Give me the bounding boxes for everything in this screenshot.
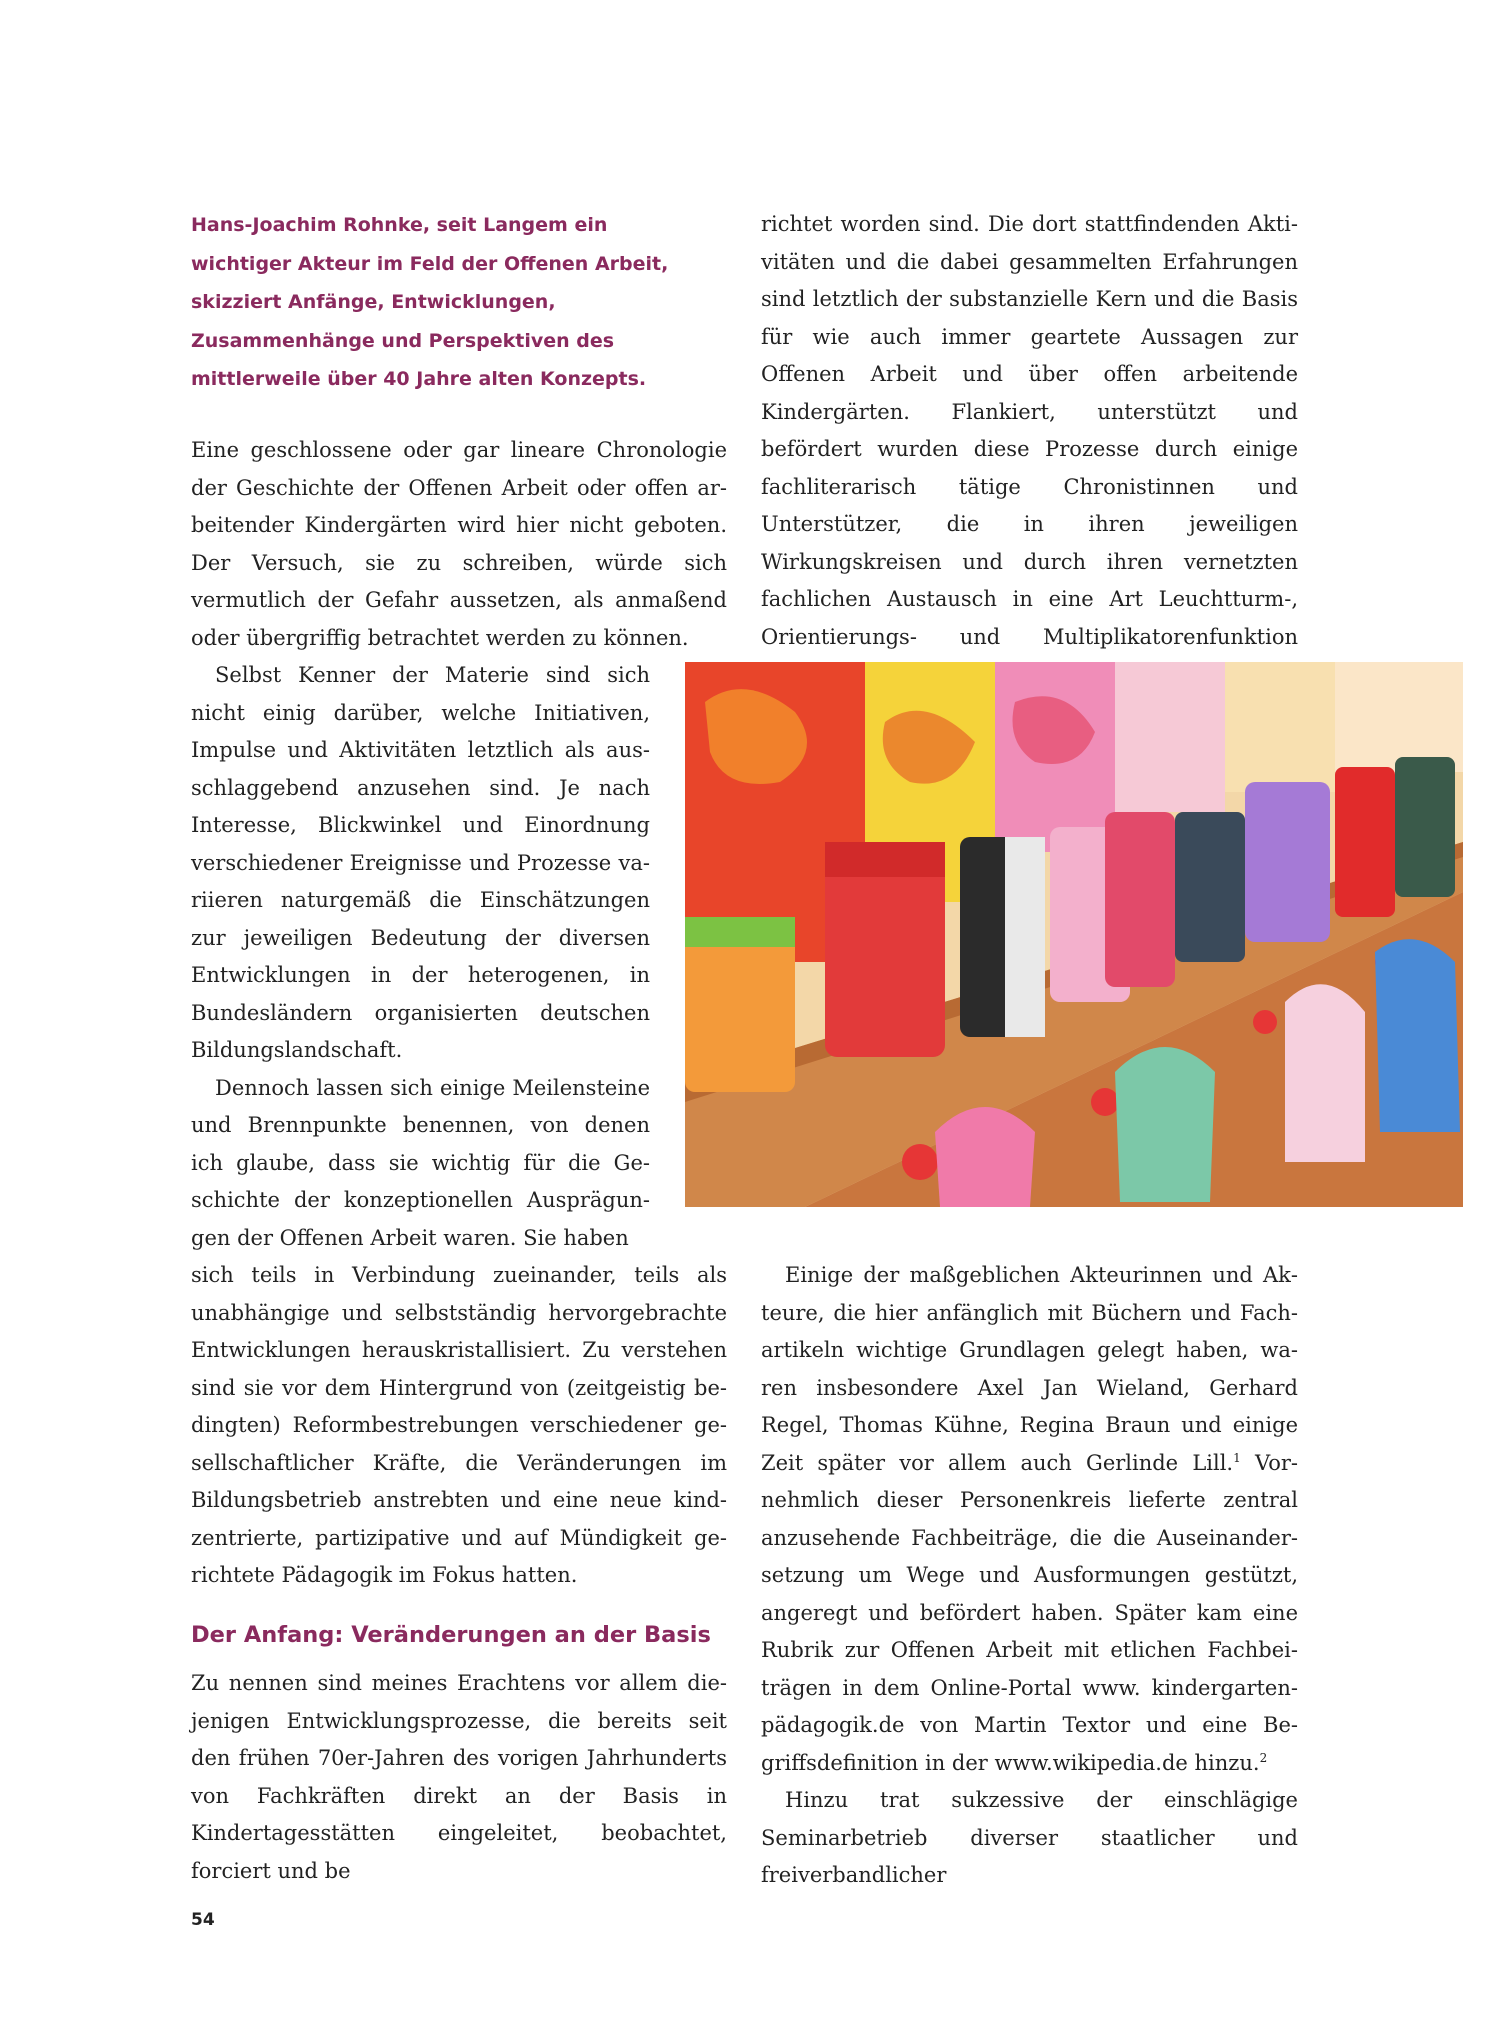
- paragraph-text: Vornehmlich dieser Personenkreis lieferte zentral anzusehende Fachbeiträge, die die Auseinandersetzung um Wege und Ausformungen gestützt, angeregt und befördert haben. Später kam eine Rubrik zur Offenen Arbeit mit etlichen Fachbeiträgen in dem Online-Portal www. kindergartenpädagogik.de von Martin Textor und eine Begriffsdefinition in der www.wikipedia.de hinzu.: [761, 1450, 1298, 1775]
- paragraph: Selbst Kenner der Materie sind sich nicht einig darüber, welche Initiativen, Impulse und Aktivitäten letztlich als ausschlaggebend anzusehen sind. Je nach Interesse, Blickwinkel und Einordnung verschiedener Ereignisse und Prozesse variieren naturgemäß die Einschätzungen zur jeweiligen Bedeutung der diversen Entwicklungen in der heterogenen, in Bundesländern organisierten deutschen Bildungslandschaft.: [191, 663, 650, 1062]
- left-column-beside-photo: [191, 657, 650, 1257]
- page-number: 54: [191, 1910, 215, 1930]
- paragraph: richtet worden sind. Die dort stattfindenden Aktivitäten und die dabei gesammelten Erfahrungen sind letztlich der substanzielle Kern und die Basis für wie auch immer geartete Aussagen zur Offenen Arbeit und über offen arbeitende Kindergärten. Flankiert, unterstützt und befördert wurden diese Prozesse durch einige fachliterarisch tätige Chronistinnen und Unterstützer, die in ihren jeweiligen Wirkungskreisen und durch ihren vernetzten fachlichen Austausch in eine Art Leuchtturm-, Orientierungs- und Multiplikatorenfunktion: [761, 212, 1298, 649]
- section-heading: Der Anfang: Veränderungen an der Basis: [191, 1622, 711, 1648]
- right-column-bottom: [761, 1257, 1298, 1895]
- footnote-marker: 2: [1259, 1750, 1268, 1765]
- paragraph: Hinzu trat sukzessive der einschlägige Seminarbetrieb diverser staatlicher und freiverbandlicher: [761, 1788, 1298, 1887]
- paragraph: Eine geschlossene oder gar lineare Chronologie der Geschichte der Offenen Arbeit oder offen arbeitender Kindergärten wird hier nicht geboten. Der Versuch, sie zu schreiben, würde sich vermutlich der Gefahr aussetzen, als anmaßend oder übergriffig betrachtet werden zu können.: [191, 438, 727, 650]
- paragraph: [761, 1257, 1298, 1782]
- right-column-top: [761, 206, 1298, 694]
- intro-lead: Hans-Joachim Rohnke, seit Langem ein wichtiger Akteur im Feld der Offenen Arbeit, skizziert Anfänge, Entwicklungen, Zusammenhänge und Perspektiven des mittlerweile über 40 Jahre alten Konzepts.: [191, 214, 669, 390]
- paragraph: sich teils in Verbindung zueinander, teils als unabhängige und selbstständig hervorgebrachte Entwicklungen herauskristallisiert. Zu verstehen sind sie vor dem Hintergrund von (zeitgeistig bedingten) Reformbestrebungen verschiedener gesellschaftlicher Kräfte, die Veränderungen im Bildungsbetrieb anstrebten und eine neue kindzentrierte, partizipative und auf Mündigkeit gerichtete Pädagogik im Fokus hatten.: [191, 1263, 727, 1587]
- paragraph: Zu nennen sind meines Erachtens vor allem diejenigen Entwicklungsprozesse, die bereits seit den frühen 70er-Jahren des vorigen Jahrhunderts von Fachkräften direkt an der Basis in Kindertagesstätten eingeleitet, beobachtet, forciert und be: [191, 1671, 727, 1883]
- left-column-top: [191, 432, 727, 657]
- left-column-bottom: [191, 1257, 727, 1595]
- paragraph-text: Einige der maßgeblichen Akteurinnen und Akteure, die hier anfänglich mit Büchern und Fachartikeln wichtige Grundlagen gelegt haben, waren insbesondere Axel Jan Wieland, Gerhard Regel, Thomas Kühne, Regina Braun und einige Zeit später vor allem auch Gerlinde Lill.: [761, 1263, 1298, 1475]
- footnote-marker: 1: [1233, 1450, 1241, 1465]
- photo-children-rubber-boots: [685, 662, 1463, 1207]
- paragraph: Dennoch lassen sich einige Meilensteine und Brennpunkte benennen, von denen ich glaube, dass sie wichtig für die Geschichte der konzeptionellen Ausprägungen der Offenen Arbeit waren. Sie haben: [191, 1075, 650, 1250]
- section-body: [191, 1665, 727, 1890]
